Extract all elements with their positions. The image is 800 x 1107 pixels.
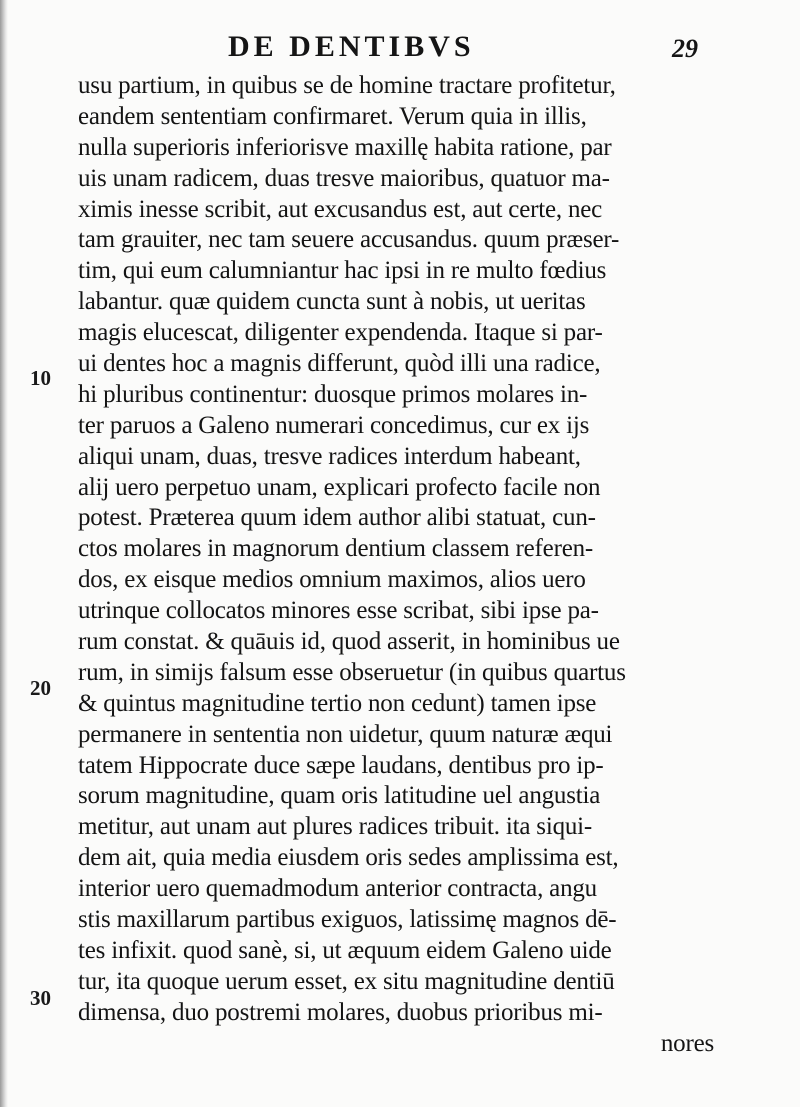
text-line: ctos molares in magnorum dentium classem referen- — [78, 535, 594, 563]
text-line: usu partium, in quibus se de homine tractare profitetur, — [78, 72, 616, 99]
text-line: labantur. quæ quidem cuncta sunt à nobis, ut ueritas — [78, 288, 586, 316]
page-gutter-shadow — [0, 0, 8, 1107]
text-line: interior uero quemadmodum anterior contracta, angu — [78, 875, 597, 903]
text-line: tam grauiter, nec tam seuere accusandus. quum præser- — [78, 226, 620, 254]
page-number: 29 — [672, 34, 698, 63]
text-line: ui dentes hoc a magnis differunt, quòd illi una radice, — [78, 350, 601, 378]
text-line: uis unam radicem, duas tresve maioribus, quatuor ma- — [78, 164, 610, 192]
text-line: magis elucescat, diligenter expendenda. Itaque si par- — [78, 319, 603, 347]
text-line: ximis inesse scribit, aut excusandus est, aut certe, nec — [78, 195, 603, 223]
text-line: rum constat. & quāuis id, quod asserit, in hominibus ue — [78, 628, 620, 656]
text-line: ter paruos a Galeno numerari concedimus, cur ex ijs — [78, 411, 590, 439]
margin-line-number: 10 — [30, 366, 51, 390]
text-line: alij uero perpetuo unam, explicari profecto facile non — [78, 473, 601, 501]
text-line: dem ait, quia media eiusdem oris sedes amplissima est, — [78, 844, 619, 872]
body-text — [78, 71, 728, 1060]
text-line: aliqui unam, duas, tresve radices interdum habeant, — [78, 442, 581, 470]
text-line: dimensa, duo postremi molares, duobus prioribus mi- — [78, 998, 603, 1026]
text-line: tatem Hippocrate duce sæpe laudans, dentibus pro ip- — [78, 751, 604, 779]
text-line: nores — [660, 1029, 714, 1057]
text-line: utrinque collocatos minores esse scribat, sibi ipse pa- — [78, 597, 599, 625]
running-title: DE DENTIBVS — [228, 30, 475, 63]
text-line: tim, qui eum calumniantur hac ipsi in re multo fœdius — [78, 257, 607, 285]
text-line: hi pluribus continentur: duosque primos molares in- — [78, 380, 588, 408]
text-line: & quintus magnitudine tertio non cedunt) tamen ipse — [78, 689, 597, 717]
text-line: rum, in simijs falsum esse obseruetur (in quibus quartus — [78, 658, 626, 686]
text-line: sorum magnitudine, quam oris latitudine uel angustia — [78, 782, 601, 810]
text-line: tes infixit. quod sanè, si, ut æquum eidem Galeno uide — [78, 936, 612, 964]
text-line: nulla superioris inferiorisve maxillę habita ratione, par — [78, 133, 612, 161]
text-line: eandem sententiam confirmaret. Verum quia in illis, — [78, 102, 587, 130]
text-line: potest. Præterea quum idem author alibi statuat, cun- — [78, 504, 596, 532]
text-line: metitur, aut unam aut plures radices tribuit. ita siqui- — [78, 813, 593, 841]
text-line: dos, ex eisque medios omnium maximos, alios uero — [78, 566, 586, 594]
page-header — [0, 28, 800, 68]
text-line: tur, ita quoque uerum esset, ex situ magnitudine dentiū — [78, 967, 615, 995]
margin-line-number: 20 — [30, 676, 51, 700]
margin-line-number: 30 — [30, 986, 51, 1010]
text-line: stis maxillarum partibus exiguos, latissimę magnos dē- — [78, 906, 617, 934]
text-line: permanere in sententia non uidetur, quum naturæ æqui — [78, 720, 613, 748]
